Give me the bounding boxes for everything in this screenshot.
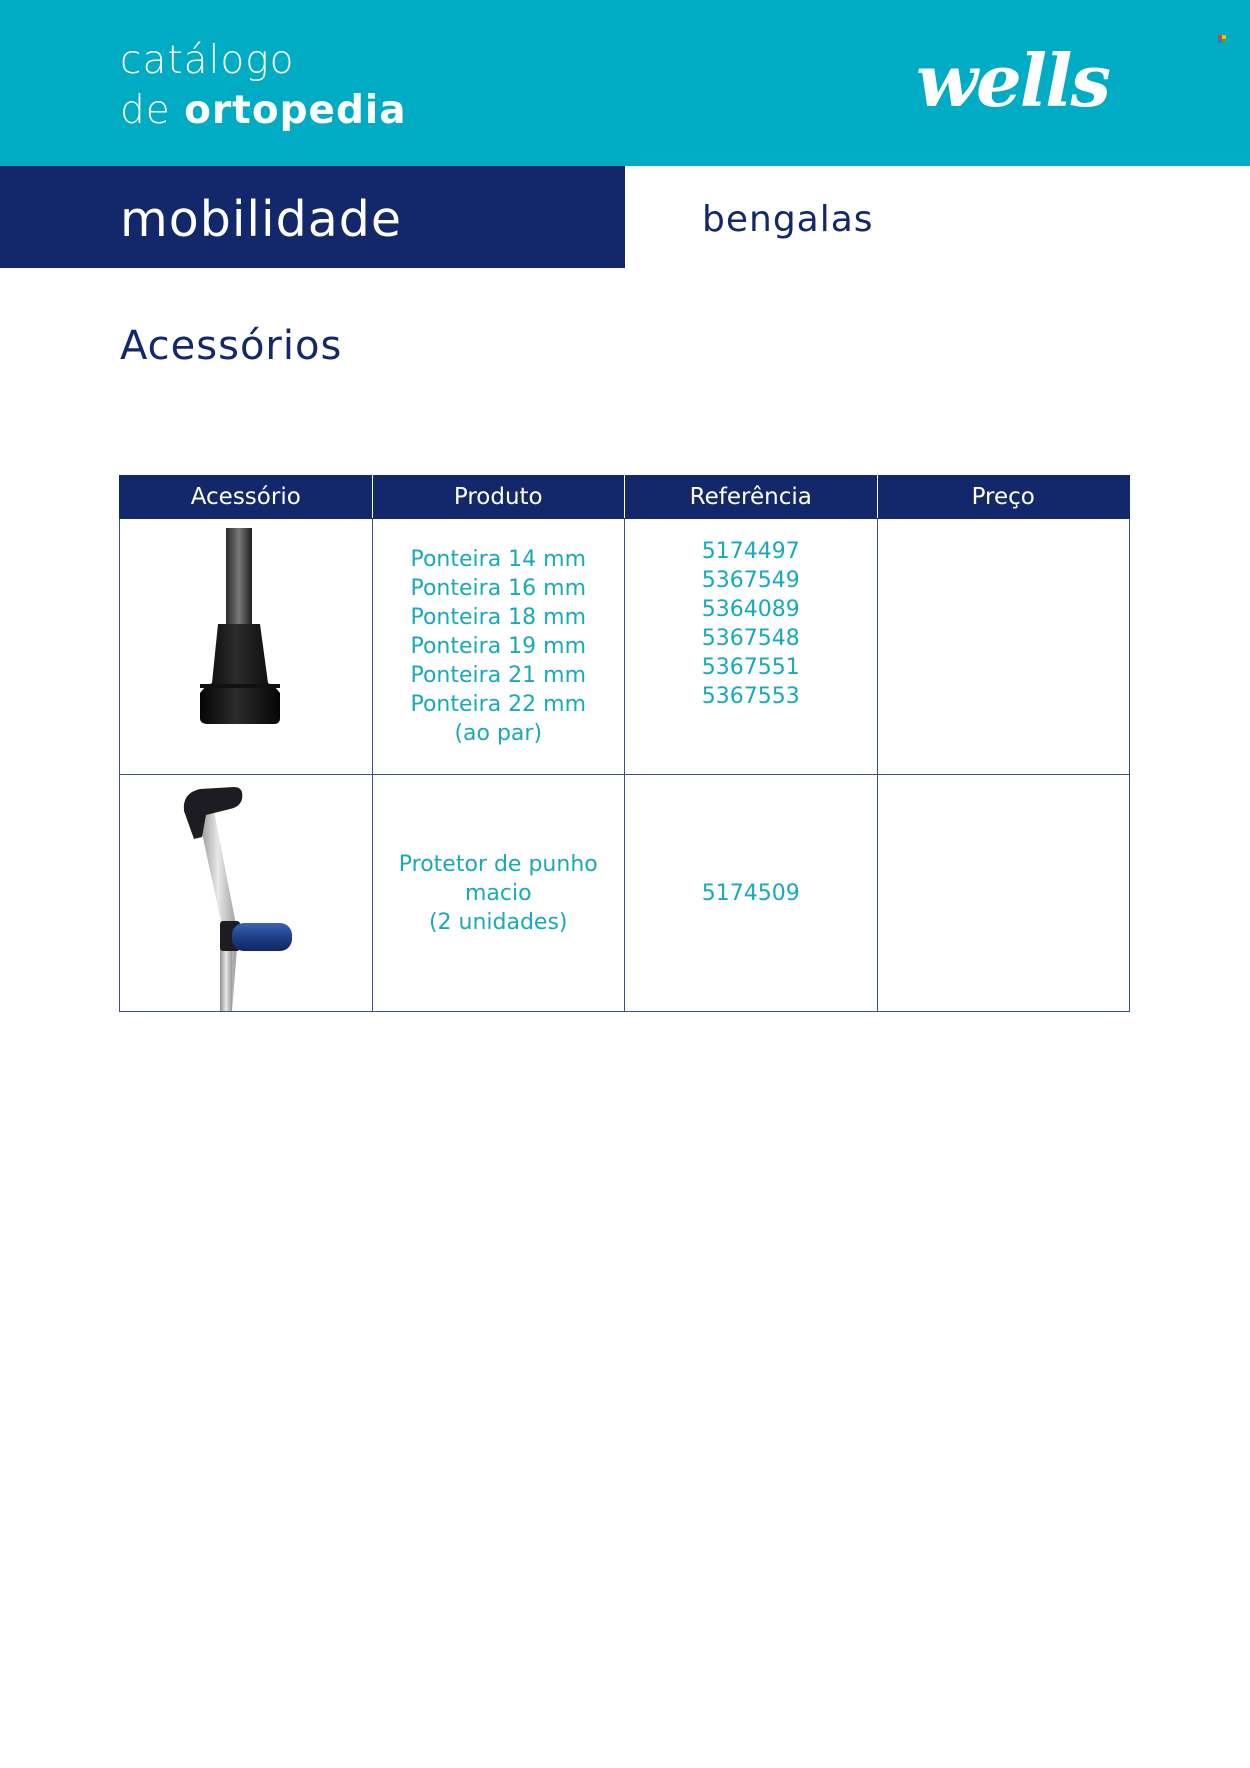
reference-line: 5367551	[701, 655, 800, 680]
reference-list	[625, 537, 877, 711]
product-list	[373, 545, 625, 748]
reference-line: 5367549	[701, 568, 800, 593]
accessory-image-cell	[120, 519, 373, 775]
reference-line: 5174497	[701, 539, 800, 564]
catalog-title-prefix: de	[120, 88, 185, 133]
product-line: Ponteira 19 mm	[410, 634, 587, 659]
page-title: Acessórios	[120, 323, 343, 369]
product-line: Ponteira 22 mm	[410, 692, 587, 717]
product-line: Ponteira 18 mm	[410, 605, 587, 630]
wells-logo	[890, 36, 1135, 131]
reference-line: 5174509	[701, 880, 800, 906]
reference-cell	[625, 775, 878, 1012]
accessory-image-cell	[120, 775, 373, 1012]
wells-logo-text: wells	[915, 38, 1110, 123]
header-accessory: Acessório	[120, 476, 373, 519]
product-list	[373, 850, 625, 937]
table-row	[120, 775, 1130, 1012]
catalog-title-line1: catálogo	[120, 38, 295, 83]
product-line: (2 unidades)	[428, 909, 568, 935]
subsection-title: bengalas	[702, 199, 874, 240]
reference-line: 5367553	[701, 684, 800, 709]
product-cell	[372, 775, 625, 1012]
color-dots-icon	[1218, 35, 1226, 43]
product-line: macio	[464, 880, 532, 906]
price-cell	[877, 775, 1130, 1012]
accessories-table	[119, 475, 1130, 1012]
section-title: mobilidade	[120, 191, 403, 248]
product-line: Ponteira 14 mm	[410, 547, 587, 572]
crutch-rubber-tip-image	[120, 528, 372, 765]
table-header-row	[120, 476, 1130, 519]
header-reference: Referência	[625, 476, 878, 519]
product-line: (ao par)	[454, 721, 543, 746]
catalog-title-bold: ortopedia	[184, 88, 407, 133]
product-line: Ponteira 16 mm	[410, 576, 587, 601]
reference-list	[625, 879, 877, 908]
price-cell	[877, 519, 1130, 775]
product-line: Ponteira 21 mm	[410, 663, 587, 688]
crutch-handle-protector-image	[120, 775, 372, 1011]
header-product: Produto	[372, 476, 625, 519]
catalog-title	[120, 36, 407, 136]
reference-line: 5364089	[701, 597, 800, 622]
table-row	[120, 519, 1130, 775]
reference-line: 5367548	[701, 626, 800, 651]
header-price: Preço	[877, 476, 1130, 519]
catalog-title-line2	[120, 86, 407, 136]
product-line: Protetor de punho	[398, 851, 598, 877]
reference-cell	[625, 519, 878, 775]
product-cell	[372, 519, 625, 775]
